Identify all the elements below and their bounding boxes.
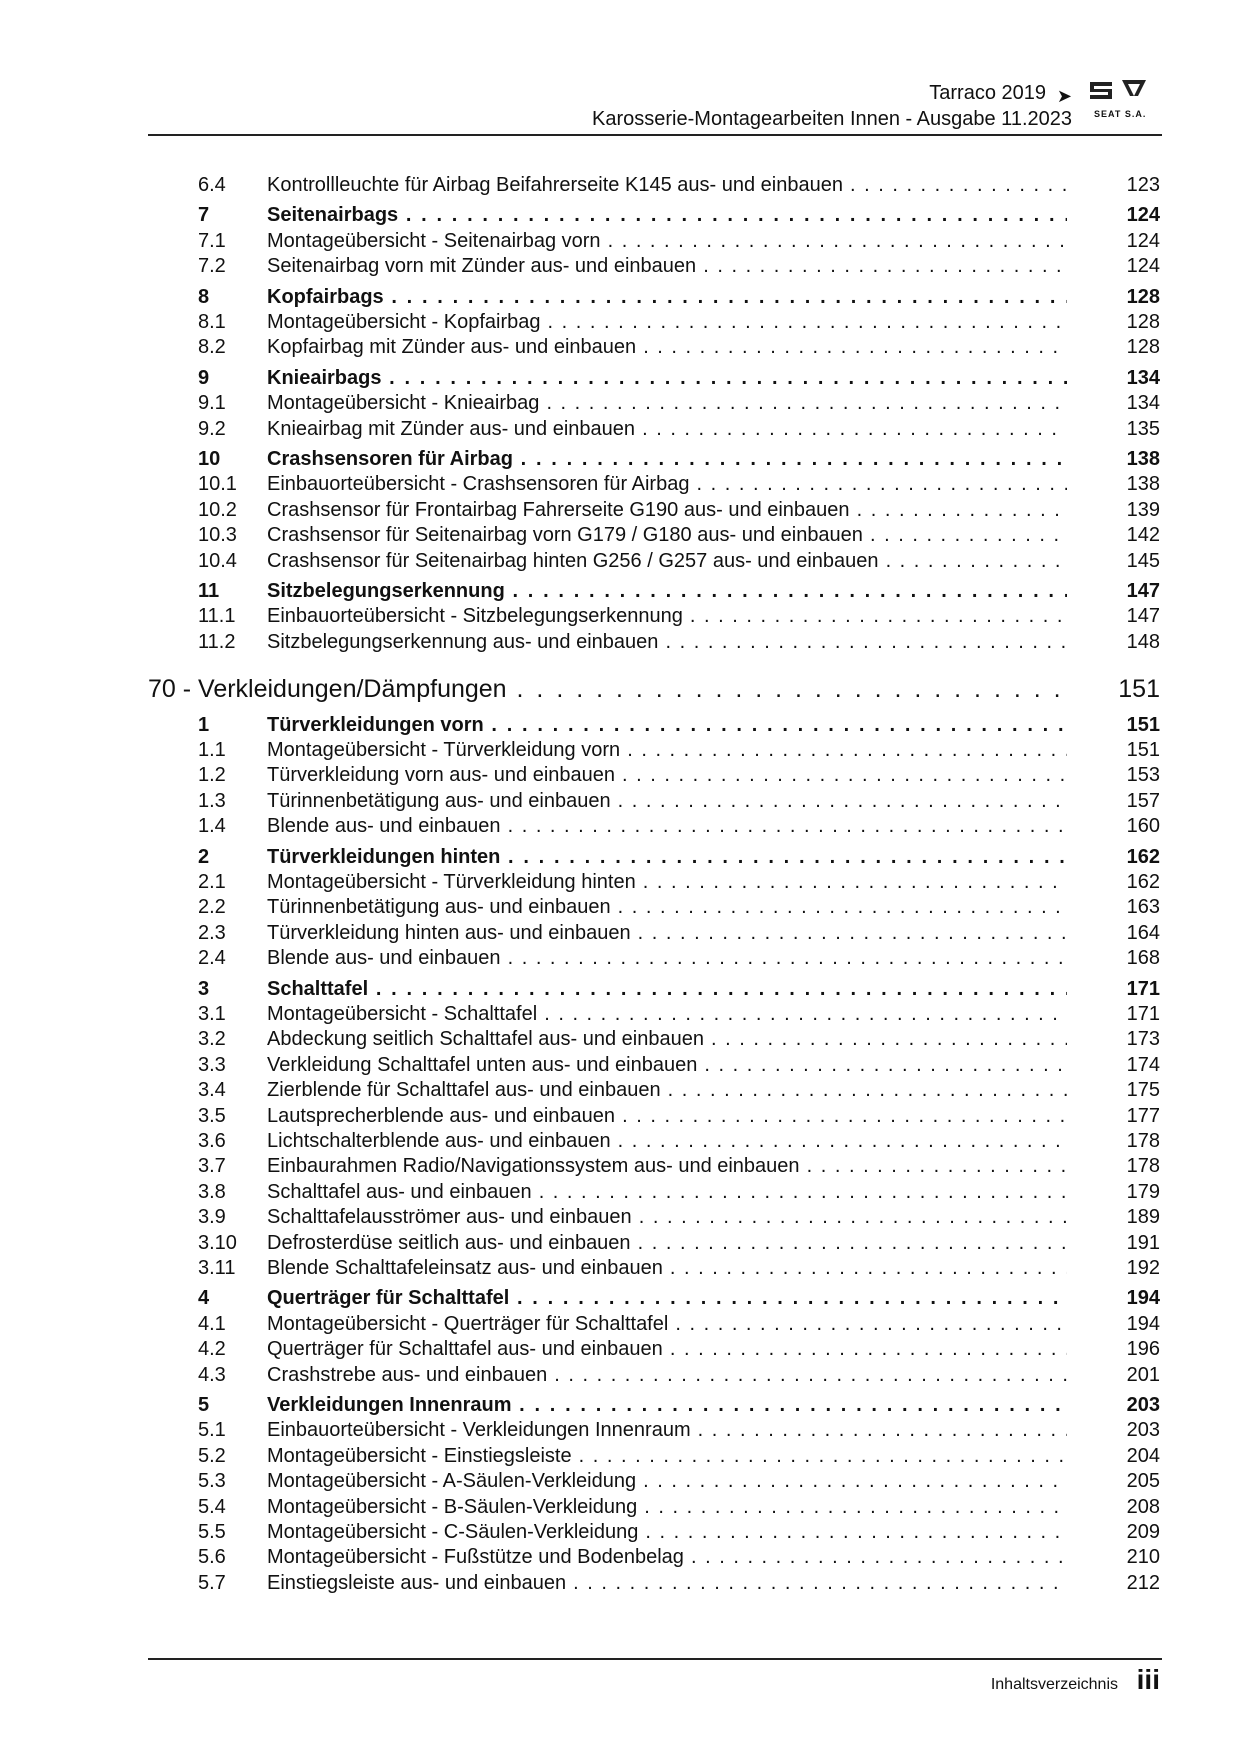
toc-page-number: 175 [1126,1079,1160,1102]
toc-number: 3.10 [198,1231,237,1254]
toc-row[interactable] [0,1230,1240,1256]
toc-title: Türverkleidung hinten aus- und einbauen . . . [267,920,1067,946]
toc-page-number: 171 [1126,1003,1160,1025]
toc-number: 1 [198,713,210,736]
toc-title: Lichtschalterblende aus- und einbauen . . . [267,1128,1067,1154]
toc-number: 7.2 [198,255,226,278]
toc-row[interactable] [0,629,1240,655]
toc-row[interactable] [0,1128,1240,1154]
toc-number: 5.4 [198,1495,226,1518]
toc-page-number: 123 [1126,174,1160,196]
toc-number: 3.5 [198,1104,226,1127]
toc-page-number: 210 [1126,1546,1160,1569]
toc-row[interactable] [0,497,1240,523]
toc-number: 5.3 [198,1470,226,1493]
toc-title: Montageübersicht - A-Säulen-Verkleidung . . . [267,1468,1067,1494]
toc-title: Montageübersicht - Türverkleidung vorn . . . [267,737,1067,763]
toc-page-number: 151 [1126,713,1160,736]
toc-title: Montageübersicht - C-Säulen-Verkleidung . . . [267,1519,1067,1545]
toc-page-number: 208 [1126,1495,1160,1518]
toc-row[interactable] [0,1570,1240,1596]
toc-page-number: 205 [1126,1470,1160,1493]
toc-title: Querträger für Schalttafel . . . [267,1285,1067,1311]
toc-title: Montageübersicht - Querträger für Schalttafel . . . [267,1311,1067,1337]
toc-page-number: 212 [1126,1571,1160,1594]
toc-row[interactable] [0,1103,1240,1129]
toc-number: 4.1 [198,1312,226,1335]
toc-title: Montageübersicht - Knieairbag . . . [267,390,1067,416]
toc-page-number: 128 [1126,311,1160,333]
toc-page-number: 204 [1126,1444,1160,1467]
toc-number: 3.1 [198,1003,226,1025]
toc-title: Crashsensor für Frontairbag Fahrerseite G190 aus- und einbauen . . . [267,497,1067,523]
toc-page-number: 135 [1126,417,1160,440]
toc-row[interactable] [0,390,1240,416]
toc-number: 3.4 [198,1079,226,1102]
toc-row[interactable] [0,1204,1240,1230]
header-title-text: Tarraco 2019 [929,82,1046,104]
toc-number: 3.2 [198,1028,226,1051]
toc-title: Abdeckung seitlich Schalttafel aus- und einbauen . . . [267,1026,1067,1052]
toc-title: Verkleidung Schalttafel unten aus- und einbauen . . . [267,1052,1067,1078]
toc-page-number: 139 [1126,498,1160,521]
toc-title: Defrosterdüse seitlich aus- und einbauen . . . [267,1230,1067,1256]
toc-page-number: 201 [1126,1363,1160,1386]
logo-label: SEAT S.A. [1094,109,1147,119]
toc-row[interactable] [0,1077,1240,1103]
toc-page-number: 124 [1126,229,1160,252]
toc-row[interactable] [0,945,1240,971]
toc-title: Sitzbelegungserkennung aus- und einbauen . . . [267,629,1067,655]
toc-number: 1.1 [198,739,226,761]
toc-row[interactable] [0,737,1240,763]
arrow-right-icon: ➤ [1056,86,1072,106]
cupra-mark-icon [1122,80,1146,96]
toc-title: Zierblende für Schalttafel aus- und einbauen . . . [267,1077,1067,1103]
toc-page-number: 151 [1118,675,1160,704]
toc-page-number: 194 [1126,1312,1160,1335]
footer-divider [148,1658,1162,1660]
header-divider [148,134,1162,136]
toc-row[interactable] [0,1519,1240,1545]
toc-row[interactable] [0,788,1240,814]
toc-title: Montageübersicht - B-Säulen-Verkleidung . . . [267,1494,1067,1520]
toc-row[interactable] [0,334,1240,360]
toc-number: 2 [198,845,210,868]
toc-number: 11.2 [198,630,236,653]
toc-page-number: 157 [1126,789,1160,812]
toc-number: 9 [198,366,210,389]
toc-row[interactable] [0,1153,1240,1179]
toc-page-number: 128 [1126,336,1160,359]
toc-row[interactable] [0,1362,1240,1388]
header-title [592,80,1072,106]
toc-page-number: 124 [1126,204,1160,227]
toc-row[interactable] [0,869,1240,895]
toc-row[interactable] [0,1443,1240,1469]
toc-row[interactable] [0,1336,1240,1362]
header-subtitle: Karosserie-Montagearbeiten Innen - Ausgabe 11.2023 [592,108,1072,130]
toc-number: 7.1 [198,229,226,252]
toc-number: 4 [198,1287,210,1310]
toc-title: Lautsprecherblende aus- und einbauen . . . [267,1103,1067,1129]
toc-title: Schalttafel aus- und einbauen . . . [267,1179,1067,1205]
toc-number: 5.7 [198,1571,226,1594]
toc-title: Blende aus- und einbauen . . . [267,813,1067,839]
toc-number: 9.1 [198,392,226,415]
toc-title: Montageübersicht - Kopfairbag . . . [267,309,1067,335]
toc-row[interactable] [0,228,1240,254]
toc-title: Kontrollleuchte für Airbag Beifahrerseite K145 aus- und einbauen . . . [267,172,1067,198]
toc-chapter-row[interactable] [0,446,1240,472]
toc-chapter-row[interactable] [0,712,1240,738]
toc-number: 8.1 [198,311,226,333]
toc-title: Einbauorteübersicht - Verkleidungen Innenraum . . . [267,1417,1067,1443]
toc-page-number: 128 [1126,285,1160,308]
toc-number: 3 [198,977,210,1000]
toc-row[interactable] [0,603,1240,629]
toc-chapter-row[interactable] [0,1392,1240,1418]
toc-title: Montageübersicht - Einstiegsleiste . . . [267,1443,1067,1469]
toc-number: 3.7 [198,1155,226,1178]
toc-page-number: 189 [1126,1206,1160,1229]
footer-page-number: iii [1136,1664,1160,1695]
toc-number: 2.4 [198,947,226,970]
toc-row[interactable] [0,1544,1240,1570]
toc-number: 10.2 [198,498,237,521]
toc-title: Blende Schalttafeleinsatz aus- und einbauen . . . [267,1255,1067,1281]
toc-page-number: 138 [1126,448,1160,470]
toc-row[interactable] [0,894,1240,920]
toc-row[interactable] [0,522,1240,548]
toc-page-number: 142 [1126,524,1160,547]
toc-number: 5 [198,1394,210,1416]
toc-chapter-row[interactable] [0,284,1240,310]
toc-number: 3.3 [198,1053,226,1076]
toc-number: 3.6 [198,1130,226,1152]
toc-page-number: 194 [1126,1287,1160,1310]
toc-number: 11.1 [198,605,236,628]
toc-row[interactable] [0,1494,1240,1520]
toc-number: 5.6 [198,1546,226,1569]
toc-number: 1.3 [198,789,226,812]
toc-title: Türinnenbetätigung aus- und einbauen . . . [267,788,1067,814]
toc-title: Einstiegsleiste aus- und einbauen . . . [267,1570,1067,1596]
toc-page-number: 124 [1126,255,1160,278]
toc-number: 3.11 [198,1257,236,1279]
toc-chapter-row[interactable] [0,365,1240,391]
toc-title: Montageübersicht - Schalttafel . . . [267,1001,1067,1027]
toc-number: 10.4 [198,549,237,572]
seat-s-mark-icon [1090,82,1112,99]
toc-page-number: 178 [1126,1130,1160,1152]
toc-row[interactable] [0,1179,1240,1205]
toc-number: 3.9 [198,1206,226,1229]
toc-title: 70 - Verkleidungen/Dämpfungen . . . [148,672,1070,706]
toc-title: Blende aus- und einbauen . . . [267,945,1067,971]
toc-title: Seitenairbags . . . [267,202,1067,228]
seat-logo-icon [1086,74,1166,134]
toc-row[interactable] [0,1311,1240,1337]
toc-page-number: 168 [1126,947,1160,970]
toc-page-number: 178 [1126,1155,1160,1178]
toc-number: 11 [198,580,220,602]
toc-title: Knieairbag mit Zünder aus- und einbauen . . . [267,416,1067,442]
toc-page-number: 145 [1126,549,1160,572]
toc-page-number: 191 [1126,1231,1160,1254]
toc-row[interactable] [0,1026,1240,1052]
toc-chapter-row[interactable] [0,1285,1240,1311]
toc-number: 8 [198,285,210,308]
toc-title: Querträger für Schalttafel aus- und einbauen . . . [267,1336,1067,1362]
toc-title: Einbauorteübersicht - Sitzbelegungserkennung . . . [267,603,1067,629]
header-text [592,80,1072,132]
toc-title: Seitenairbag vorn mit Zünder aus- und einbauen . . . [267,253,1067,279]
toc-page-number: 162 [1126,845,1160,868]
toc-title: Türverkleidungen vorn . . . [267,712,1067,738]
toc-title: Sitzbelegungserkennung . . . [267,578,1067,604]
footer-section-label: Inhaltsverzeichnis [990,1676,1118,1693]
toc-row[interactable] [0,813,1240,839]
toc-title: Crashsensoren für Airbag . . . [267,446,1067,472]
toc-page-number: 192 [1126,1257,1160,1279]
toc-page-number: 153 [1126,764,1160,787]
toc-number: 2.3 [198,921,226,944]
toc-title: Montageübersicht - Türverkleidung hinten . . . [267,869,1067,895]
toc-page-number: 164 [1126,921,1160,944]
toc-page-number: 203 [1126,1394,1160,1416]
toc-number: 7 [198,204,210,227]
toc-row[interactable] [0,172,1240,198]
toc-page-number: 163 [1126,896,1160,919]
toc-number: 8.2 [198,336,226,359]
toc-title: Einbauorteübersicht - Crashsensoren für Airbag . . . [267,471,1067,497]
toc-title: Montageübersicht - Fußstütze und Bodenbelag . . . [267,1544,1067,1570]
toc-page-number: 203 [1126,1419,1160,1442]
toc-page-number: 174 [1126,1053,1160,1076]
toc-page-number: 171 [1126,977,1160,1000]
toc-number: 5.1 [198,1419,226,1442]
toc-page-number: 138 [1126,473,1160,496]
toc-number: 10.1 [198,473,237,496]
toc-title: Crashsensor für Seitenairbag vorn G179 / G180 aus- und einbauen . . . [267,522,1067,548]
toc-title: Türverkleidung vorn aus- und einbauen . . . [267,762,1067,788]
toc-row[interactable] [0,309,1240,335]
toc-row[interactable] [0,253,1240,279]
toc-title: Montageübersicht - Seitenairbag vorn . . . [267,228,1067,254]
toc-number: 10.3 [198,524,237,547]
toc-number: 2.1 [198,871,226,893]
toc-number: 1.2 [198,764,226,787]
toc-row[interactable] [0,471,1240,497]
toc-title: Knieairbags . . . [267,365,1067,391]
toc-title: Türverkleidungen hinten . . . [267,844,1067,870]
toc-row[interactable] [0,548,1240,574]
toc-page-number: 151 [1126,739,1160,761]
page-header [0,0,1240,140]
toc-page-number: 177 [1126,1104,1160,1127]
toc-number: 1.4 [198,815,226,838]
toc-row[interactable] [0,1468,1240,1494]
toc-row[interactable] [0,920,1240,946]
toc-chapter-row[interactable] [0,976,1240,1002]
toc-row[interactable] [0,416,1240,442]
toc-page-number: 162 [1126,871,1160,893]
toc-number: 10 [198,448,221,470]
toc-title: Kopfairbag mit Zünder aus- und einbauen . . . [267,334,1067,360]
toc-row[interactable] [0,1052,1240,1078]
toc-title: Türinnenbetätigung aus- und einbauen . . . [267,894,1067,920]
toc-chapter-row[interactable] [0,202,1240,228]
toc-chapter-row[interactable] [0,578,1240,604]
toc-number: 9.2 [198,417,226,440]
toc-page-number: 196 [1126,1338,1160,1361]
toc-row[interactable] [0,1001,1240,1027]
toc-number: 5.2 [198,1444,226,1467]
toc-title: Kopfairbags . . . [267,284,1067,310]
toc-number: 6.4 [198,174,226,196]
toc-page-number: 160 [1126,815,1160,838]
toc-title: Crashsensor für Seitenairbag hinten G256 / G257 aus- und einbauen . . . [267,548,1067,574]
toc-number: 4.2 [198,1338,226,1361]
toc-page-number: 173 [1126,1028,1160,1051]
toc-title: Schalttafelausströmer aus- und einbauen . . . [267,1204,1067,1230]
toc-title: Verkleidungen Innenraum . . . [267,1392,1067,1418]
toc-page-number: 134 [1126,366,1160,389]
toc-page-number: 147 [1126,605,1160,628]
toc-number: 5.5 [198,1521,226,1543]
toc-title: Crashstrebe aus- und einbauen . . . [267,1362,1067,1388]
toc-row[interactable] [0,1255,1240,1281]
toc-page-number: 179 [1126,1180,1160,1203]
toc-title: Einbaurahmen Radio/Navigationssystem aus- und einbauen . . . [267,1153,1067,1179]
toc-chapter-row[interactable] [0,844,1240,870]
toc-group-row[interactable] [0,672,1240,706]
toc-page-number: 147 [1126,580,1160,602]
toc-page-number: 209 [1126,1521,1160,1543]
toc-number: 4.3 [198,1363,226,1386]
toc-number: 2.2 [198,896,226,919]
toc-row[interactable] [0,762,1240,788]
toc-number: 3.8 [198,1180,226,1203]
toc-page-number: 148 [1126,630,1160,653]
toc-title: Schalttafel . . . [267,976,1067,1002]
toc-row[interactable] [0,1417,1240,1443]
toc-page-number: 134 [1126,392,1160,415]
